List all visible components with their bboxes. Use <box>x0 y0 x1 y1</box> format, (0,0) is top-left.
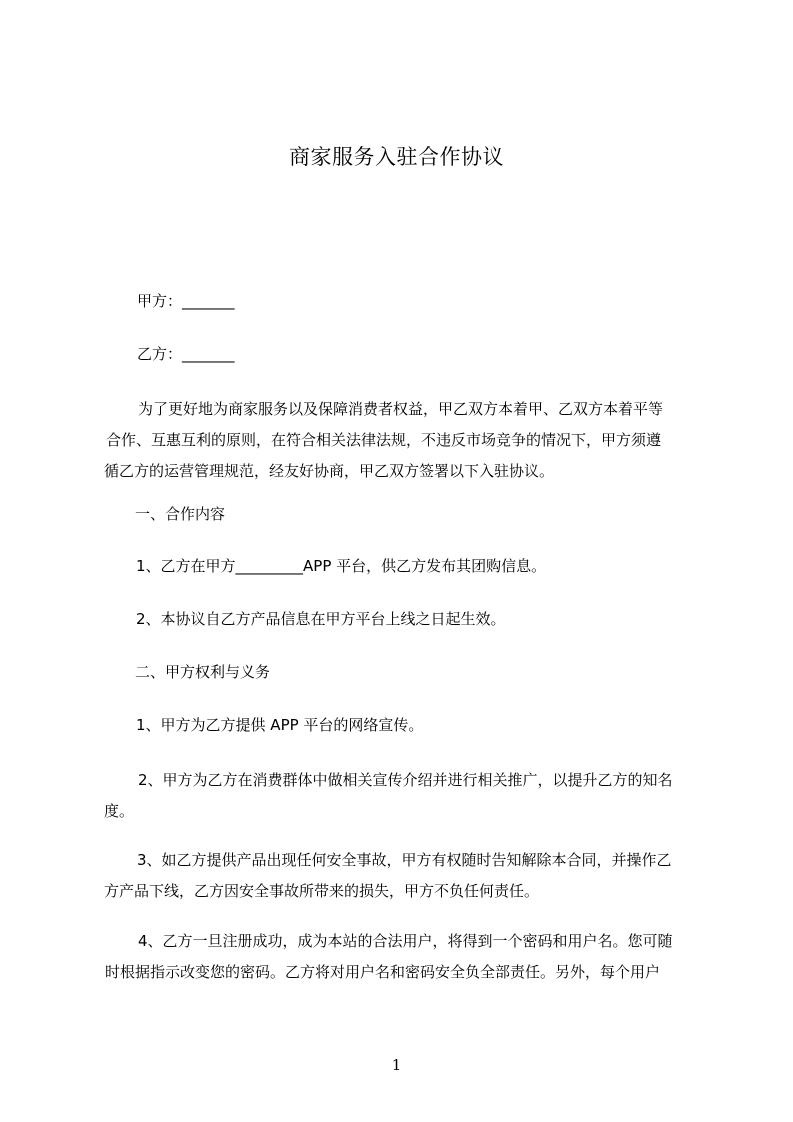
section2-item4-line-1: 4、乙方一旦注册成功，成为本站的合法用户，将得到一个密码和用户名。您可随 <box>138 932 673 950</box>
section2-item3-line-1: 3、如乙方提供产品出现任何安全事故，甲方有权随时告知解除本合同，并操作乙 <box>137 851 672 869</box>
section1-item1: 1、乙方在甲方_________APP 平台，供乙方发布其团购信息。 <box>136 557 547 575</box>
intro-line-1: 为了更好地为商家服务以及保障消费者权益，甲乙双方本着甲、乙双方本着平等 <box>138 400 664 418</box>
party-b-line: 乙方：_______ <box>137 345 235 363</box>
section2-item4-line-2: 时根据指示改变您的密码。乙方将对用户名和密码安全负全部责任。另外，每个用户 <box>105 963 661 981</box>
intro-line-3: 循乙方的运营管理规范，经友好协商，甲乙双方签署以下入驻协议。 <box>104 462 555 480</box>
section2-item3-line-2: 方产品下线，乙方因安全事故所带来的损失，甲方不负任何责任。 <box>104 882 540 900</box>
section2-item1: 1、甲方为乙方提供 APP 平台的网络宣传。 <box>136 716 424 734</box>
section2-item3 <box>104 845 716 907</box>
party-a-line: 甲方：_______ <box>137 292 235 310</box>
page-number: 1 <box>391 1056 402 1074</box>
section2-item4 <box>104 926 716 988</box>
intro-paragraph <box>104 394 716 487</box>
section1-heading: 一、合作内容 <box>135 505 226 523</box>
intro-line-2: 合作、互惠互利的原则，在符合相关法律法规，不违反市场竞争的情况下，甲方须遵 <box>106 431 662 449</box>
section1-item2: 2、本协议自乙方产品信息在甲方平台上线之日起生效。 <box>136 610 506 628</box>
section2-heading: 二、甲方权利与义务 <box>135 663 271 681</box>
document-title: 商家服务入驻合作协议 <box>289 145 504 169</box>
section2-item2-line-1: 2、甲方为乙方在消费群体中做相关宣传介绍并进行相关推广，以提升乙方的知名 <box>138 771 673 789</box>
section2-item2 <box>104 765 716 827</box>
section2-item2-line-2: 度。 <box>104 802 135 820</box>
